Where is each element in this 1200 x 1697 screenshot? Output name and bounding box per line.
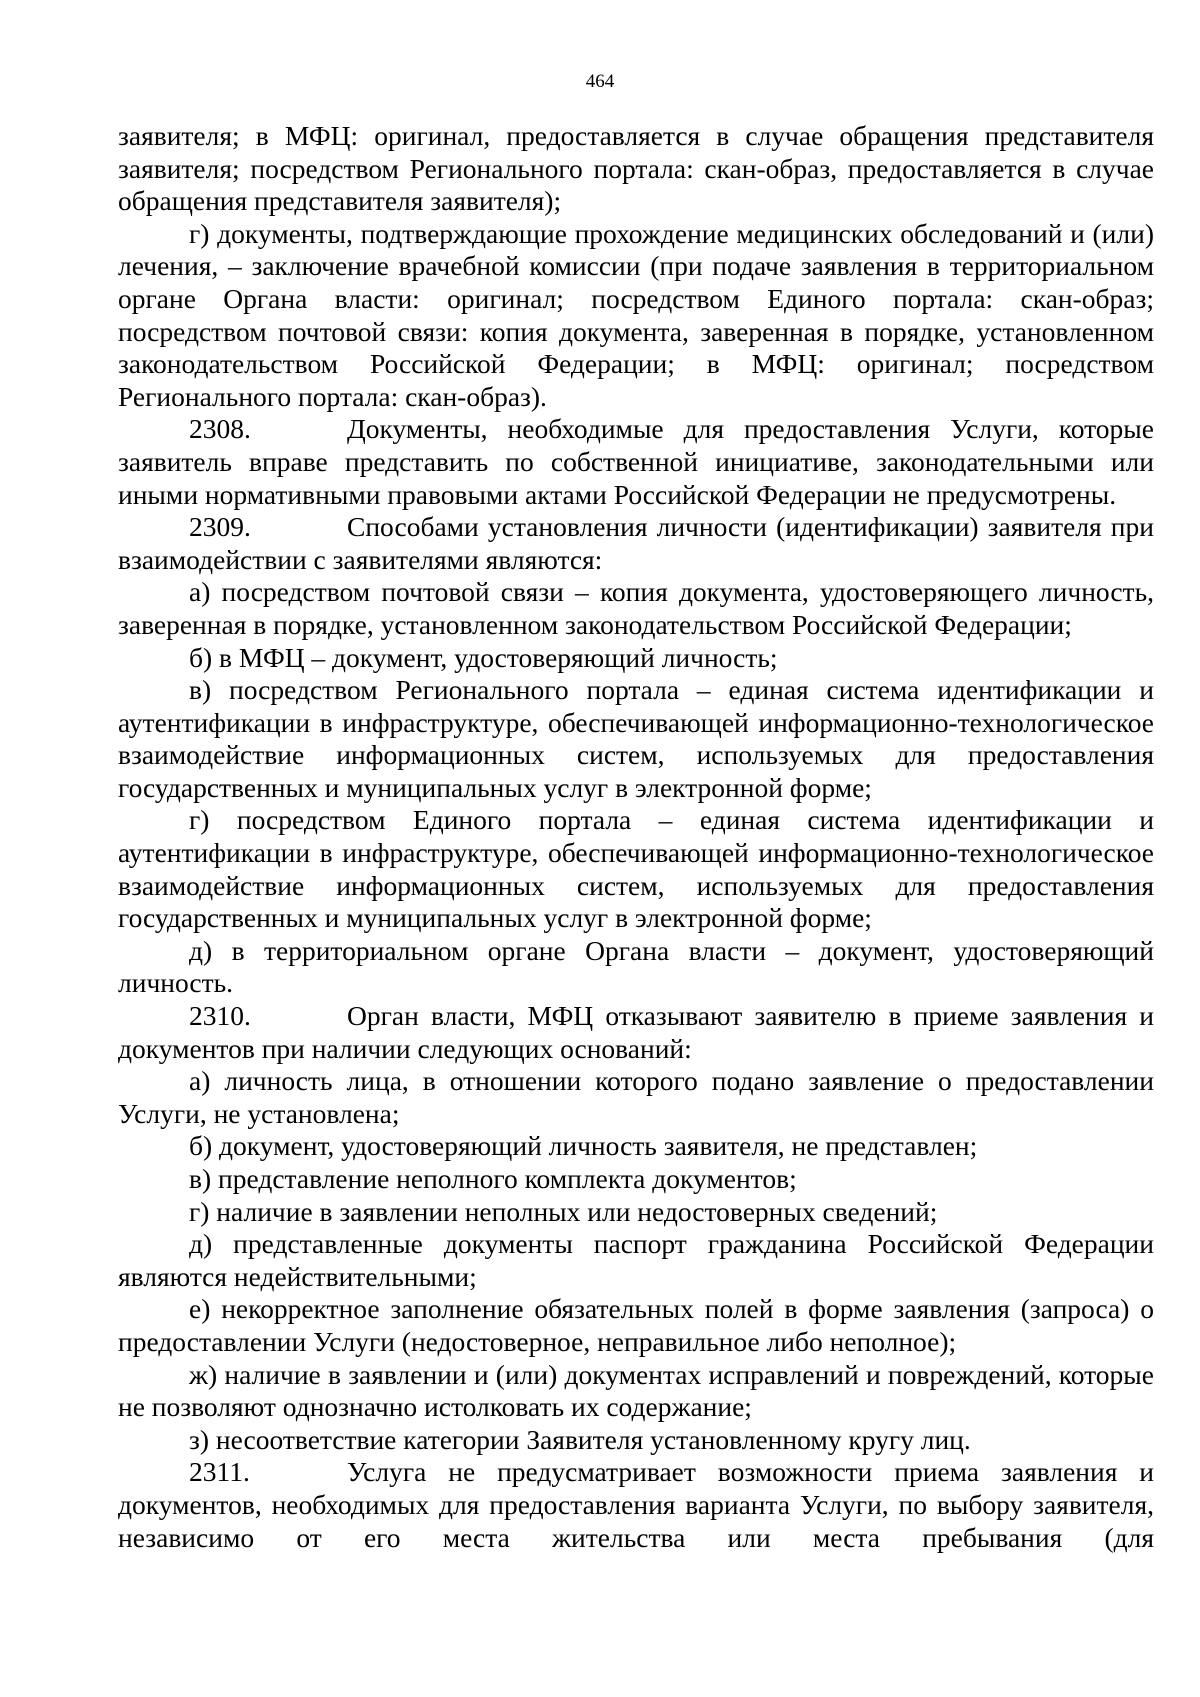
list-item-zh: ж) наличие в заявлении и (или) документах исправлений и повреждений, которые не позволяют однозначно истолковать их содержание; [118,1358,1154,1423]
list-item-a: а) личность лица, в отношении которого подано заявление о предоставлении Услуги, не установлена; [118,1065,1154,1129]
clause-number: 2311. [189,1456,250,1488]
list-item-a: а) посредством почтовой связи – копия документа, удостоверяющего личность, заверенная в порядке, установленном законодательством Российской Федерации; [118,576,1154,640]
page-number: 464 [585,71,615,92]
list-item-g: г) документы, подтверждающие прохождение медицинских обследований и (или) лечения, – заключение врачебной комиссии (при подаче заявления в территориальном органе Органа власти: оригинал; посредством Единого портала: скан-образ; посредством почтовой связи: копия документа, заверенная в порядке, установленном законодательством Российской Федерации; в МФЦ: оригинал; посредством Регионального портала: скан-образ). [118,217,1154,412]
list-item-d: д) в территориальном органе Органа власти – документ, удостоверяющий личность. [118,934,1154,999]
document-body [118,120,1154,1554]
clause-number: 2310. [189,1000,251,1032]
clause-text: Документы, необходимые для предоставления Услуги, которые заявитель вправе представить по собственной инициативе, законодательными или иными нормативными правовыми актами Российской Федерации не предусмотрены. [118,413,1154,510]
list-item-b: б) в МФЦ – документ, удостоверяющий личность; [189,641,778,673]
list-item-z: з) несоответствие категории Заявителя установленному кругу лиц. [189,1423,971,1455]
clause-2308 [118,413,1154,511]
clause-2311 [118,1456,1154,1554]
list-item-b: б) документ, удостоверяющий личность заявителя, не представлен; [189,1130,978,1162]
list-item-v: в) представление неполного комплекта документов; [189,1163,797,1194]
clause-number: 2308. [189,413,251,445]
clause-2310 [118,1000,1154,1065]
list-item-g: г) посредством Единого портала – единая система идентификации и аутентификации в инфраструктуре, обеспечивающей информационно-технологическое взаимодействие информационных систем, используемых для предоставления государственных и муниципальных услуг в электронной форме; [118,804,1154,934]
clause-text: Орган власти, МФЦ отказывают заявителю в приеме заявления и документов при наличии следующих оснований: [118,1000,1154,1064]
clause-text: Способами установления личности (идентификации) заявителя при взаимодействии с заявителями являются: [118,511,1154,575]
list-item-e: е) некорректное заполнение обязательных полей в форме заявления (запроса) о предоставлении Услуги (недостоверное, неправильное либо неполное); [118,1293,1154,1357]
clause-number: 2309. [189,511,251,543]
paragraph-continuation: заявителя; в МФЦ: оригинал, предоставляется в случае обращения представителя заявителя; посредством Регионального портала: скан-образ, предоставляется в случае обращения представителя заявителя); [118,120,1154,217]
clause-text: Услуга не предусматривает возможности приема заявления и документов, необходимых для предоставления варианта Услуги, по выбору заявителя, независимо от его места жительства или места пребывания (для [118,1456,1154,1553]
list-item-v: в) посредством Регионального портала – единая система идентификации и аутентификации в инфраструктуре, обеспечивающей информационно-технологическое взаимодействие информационных систем, используемых для предоставления государственных и муниципальных услуг в электронной форме; [118,674,1154,803]
list-item-g: г) наличие в заявлении неполных или недостоверных сведений; [189,1195,938,1227]
list-item-d: д) представленные документы паспорт гражданина Российской Федерации являются недействительными; [118,1228,1154,1292]
clause-2309 [118,511,1154,576]
